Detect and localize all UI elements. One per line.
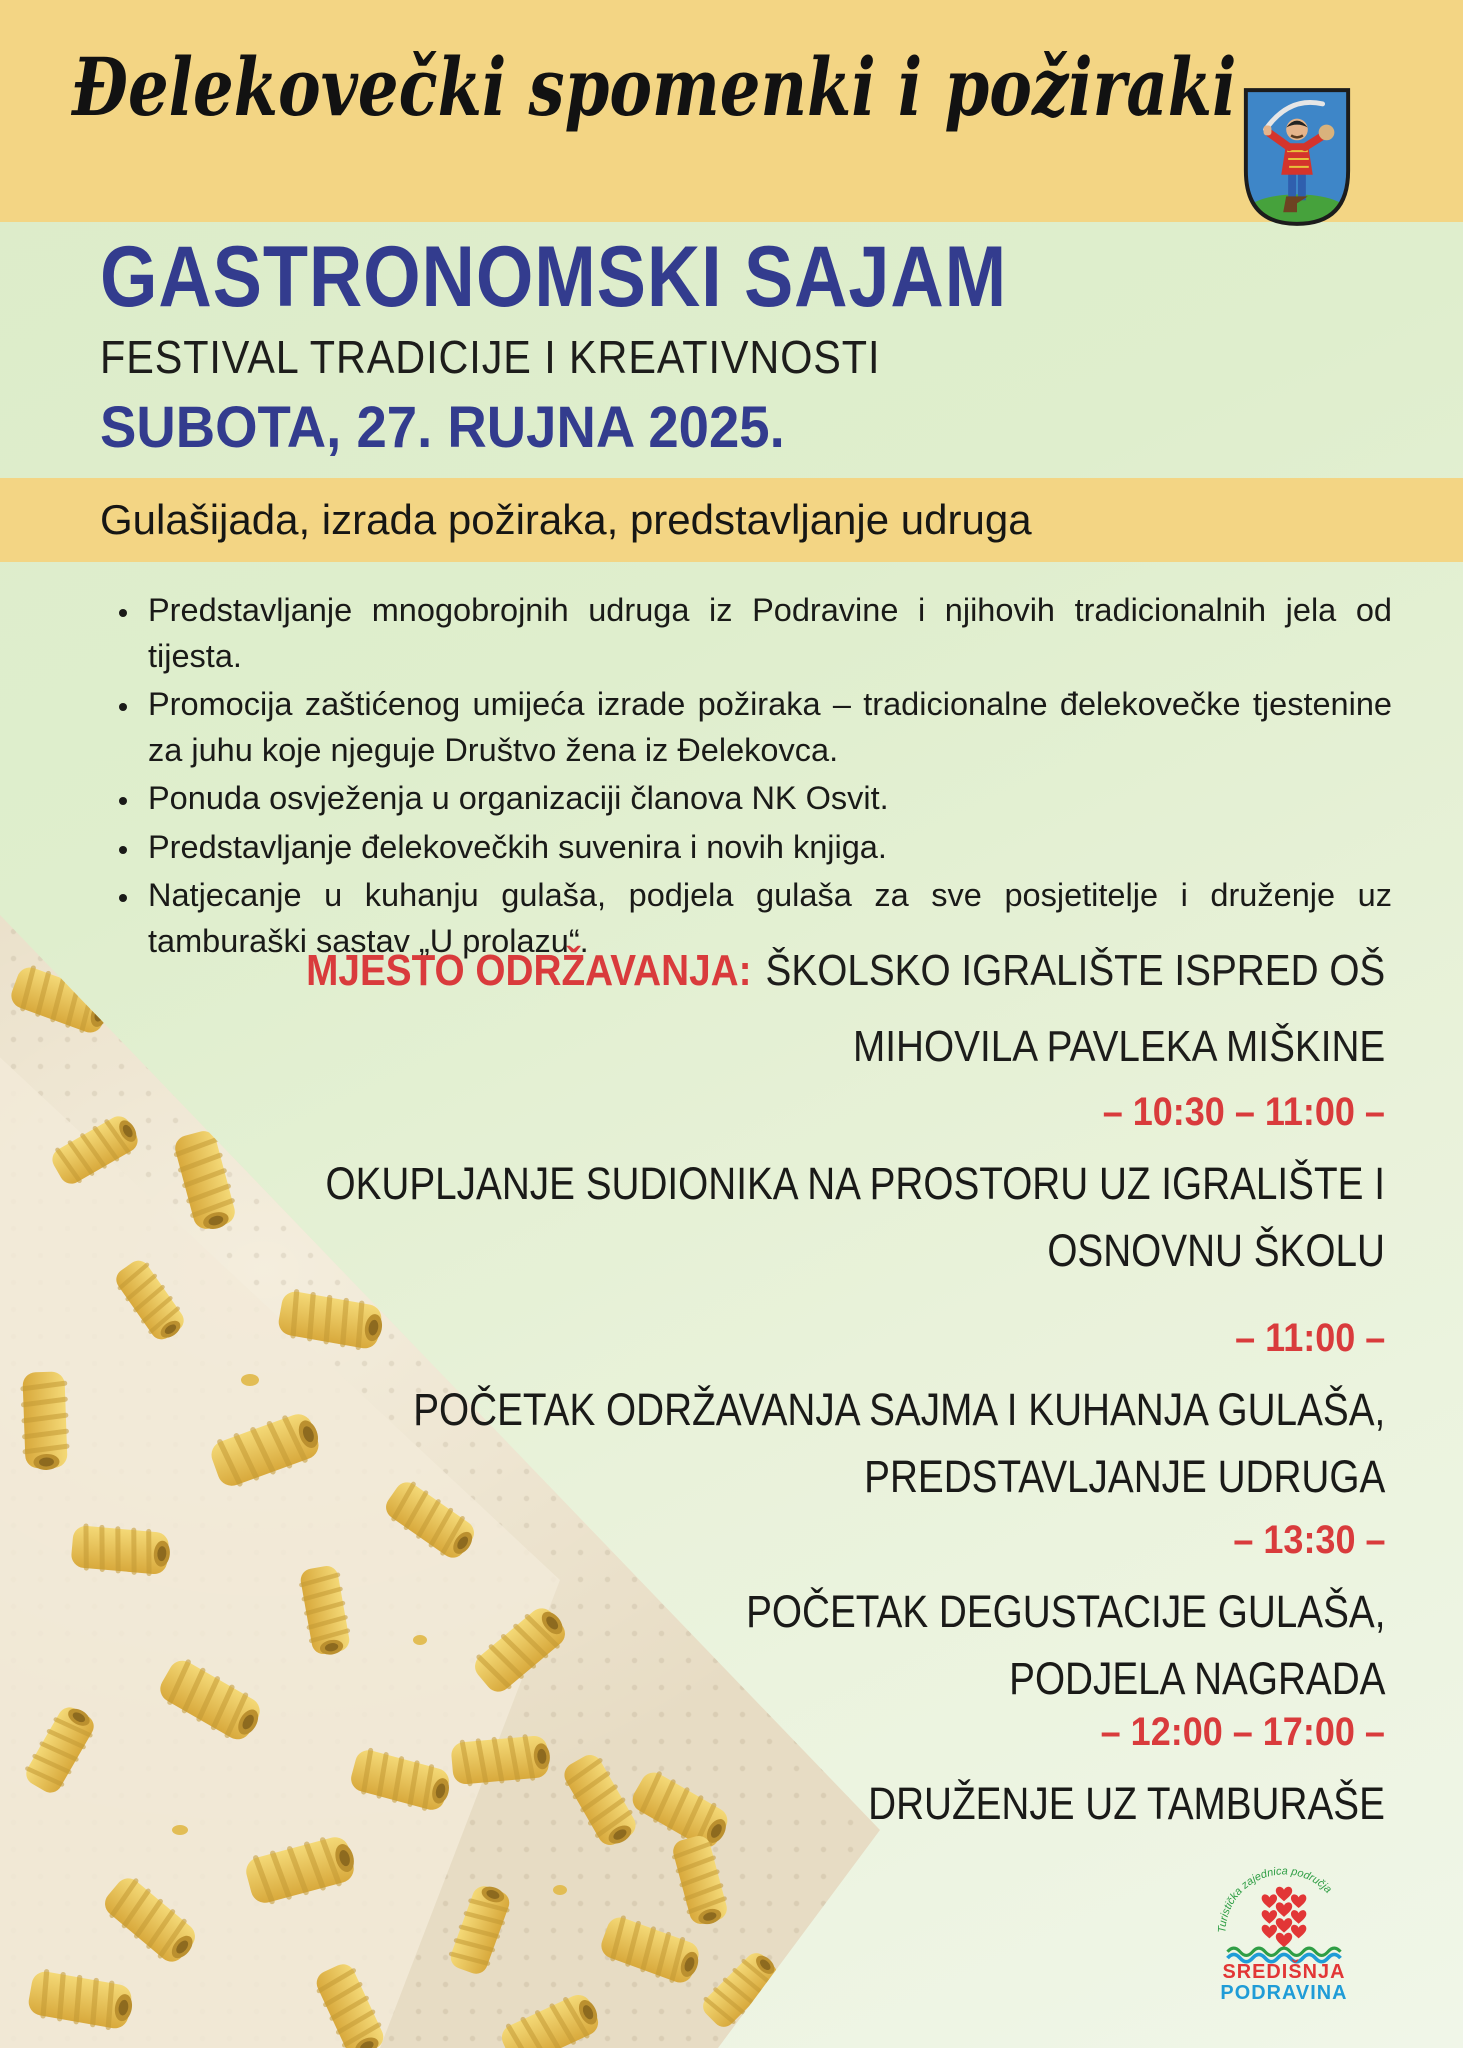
schedule-desc-line: POČETAK DEGUSTACIJE GULAŠA, [745, 1586, 1385, 1637]
logo-name-line2: PODRAVINA [1220, 1981, 1348, 2002]
bullet-item: • Predstavljanje đelekovečkih suvenira i novih knjiga. [142, 825, 1392, 871]
schedule-time: – 10:30 – 11:00 – [1102, 1090, 1385, 1134]
banner-strip [0, 478, 1463, 562]
tourist-board-logo [1198, 1866, 1370, 2002]
bullet-list [100, 588, 1392, 967]
venue-label: MJESTO ODRŽAVANJA: [305, 946, 752, 995]
logo-name-line1: SREDIŠNJA [1222, 1960, 1346, 1983]
bullet-item: • Predstavljanje mnogobrojnih udruga iz Podravine i njihovih tradicionalnih jela od tijesta. [142, 588, 1392, 679]
schedule-desc-line: PODJELA NAGRADA [1008, 1652, 1385, 1704]
schedule-time: – 13:30 – [1232, 1518, 1385, 1562]
logo-arc-text: Turistička zajednica područja [1216, 1866, 1334, 1934]
schedule-time: – 11:00 – [1234, 1316, 1385, 1360]
schedule-entry [153, 1090, 1385, 1284]
event-title: GASTRONOMSKI SAJAM [100, 229, 1008, 325]
schedule-time: – 12:00 – 17:00 – [1100, 1710, 1385, 1754]
schedule-entry [642, 1518, 1386, 1712]
venue-text: ŠKOLSKO IGRALIŠTE ISPRED OŠ [765, 946, 1385, 995]
bullet-item: • Promocija zaštićenog umijeća izrade požiraka – tradicionalne đelekovečke tjestenine za juhu koje njeguje Društvo žena iz Đelekovca. [142, 682, 1392, 773]
coat-of-arms-icon [1238, 84, 1356, 232]
schedule-desc-line: POČETAK ODRŽAVANJA SAJMA I KUHANJA GULAŠA, [412, 1384, 1385, 1435]
bullet-item: • Natjecanje u kuhanju gulaša, podjela gulaša za sve posjetitelje i druženje uz tamburaški sastav „U prolazu“. [142, 873, 1392, 964]
venue-block [159, 946, 1385, 1072]
script-title: Đelekovečki spomenki i požiraki [72, 40, 1237, 134]
schedule-entry [784, 1710, 1385, 1838]
venue-line-2: MIHOVILA PAVLEKA MIŠKINE [852, 1022, 1385, 1071]
schedule-desc-line: OKUPLJANJE SUDIONIKA NA PROSTORU UZ IGRALIŠTE I [325, 1158, 1385, 1209]
bullet-item: • Ponuda osvježenja u organizaciji članova NK Osvit. [142, 776, 1392, 822]
event-subtitle: FESTIVAL TRADICIJE I KREATIVNOSTI [100, 331, 881, 383]
event-date: SUBOTA, 27. RUJNA 2025. [100, 395, 785, 460]
schedule-desc-line: OSNOVNU ŠKOLU [1047, 1224, 1385, 1276]
banner-text: Gulašijada, izrada požiraka, predstavljanje udruga [100, 496, 1032, 543]
schedule-desc-line: DRUŽENJE UZ TAMBURAŠE [868, 1778, 1385, 1829]
venue-line-1 [306, 946, 1385, 996]
schedule-entry [255, 1316, 1385, 1510]
schedule-desc-line: PREDSTAVLJANJE UDRUGA [863, 1450, 1385, 1502]
